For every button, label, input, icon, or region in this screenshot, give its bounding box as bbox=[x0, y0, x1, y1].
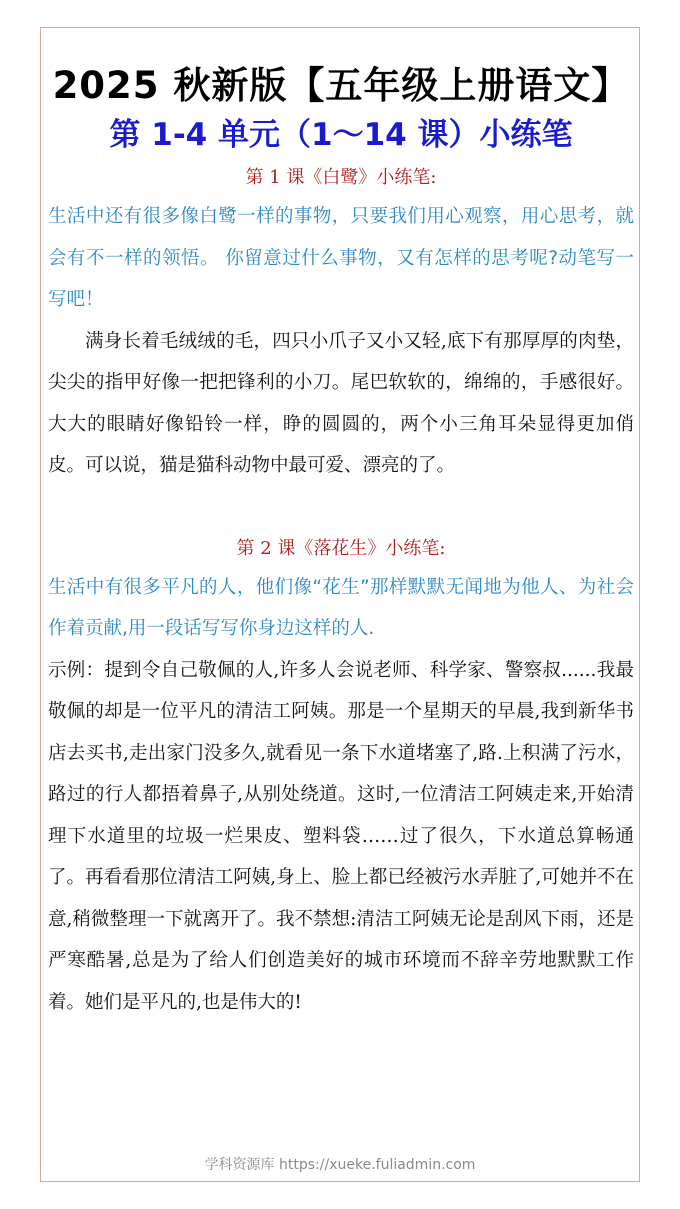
lesson-section-1 bbox=[48, 160, 634, 487]
section-spacer bbox=[48, 487, 634, 531]
lesson-2-prompt: 生活中有很多平凡的人，他们像“花生”那样默默无闻地为他人、为社会作着贡献,用一段话写写你身边这样的人. bbox=[48, 576, 634, 639]
lesson-section-2 bbox=[48, 531, 634, 1024]
lesson-1-prompt: 生活中还有很多像白鹭一样的事物，只要我们用心观察，用心思考，就会有不一样的领悟。 你留意过什么事物，又有怎样的思考呢?动笔写一写吧！ bbox=[48, 206, 634, 310]
lesson-2-sample: 示例：提到令自己敬佩的人,许多人会说老师、科学家、警察叔......我最敬佩的却是一位平凡的清洁工阿姨。那是一个星期天的早晨,我到新华书店去买书,走出家门没多久,就看见一条下水道堵塞了,路.上积满了污水，路过的行人都捂着鼻子,从别处绕道。这时,一位清洁工阿姨走来,开始清理下水道里的垃圾一烂果皮、塑料袋……过了很久，下水道总算畅通了。再看看那位清洁工阿姨,身上、脸上都已经被污水弄脏了,可她并不在意,稍微整理一下就离开了。我不禁想:清洁工阿姨无论是刮风下雨，还是严寒酷暑,总是为了给人们创造美好的城市环境而不辞辛劳地默默工作着。她们是平凡的,也是伟大的! bbox=[48, 659, 634, 1013]
lesson-1-title: 第 1 课《白鹭》小练笔: bbox=[245, 167, 437, 188]
page-title: 2025 秋新版【五年级上册语文】 bbox=[52, 64, 630, 107]
document-body bbox=[48, 58, 634, 1023]
footer-watermark: 学科资源库 https://xueke.fuliadmin.com bbox=[204, 1157, 476, 1173]
lesson-2-title: 第 2 课《落花生》小练笔: bbox=[236, 537, 446, 559]
lesson-1-sample: 满身长着毛绒绒的毛，四只小爪子又小又轻,底下有那厚厚的肉垫，尖尖的指甲好像一把把锋利的小刀。尾巴软软的，绵绵的，手感很好。大大的眼睛好像铅铃一样，睁的圆圆的，两个小三角耳朵显得更加俏皮。可以说，猫是猫科动物中最可爱、漂亮的了。 bbox=[48, 330, 634, 476]
page-subtitle: 第 1-4 单元（1～14 课）小练笔 bbox=[109, 117, 573, 153]
